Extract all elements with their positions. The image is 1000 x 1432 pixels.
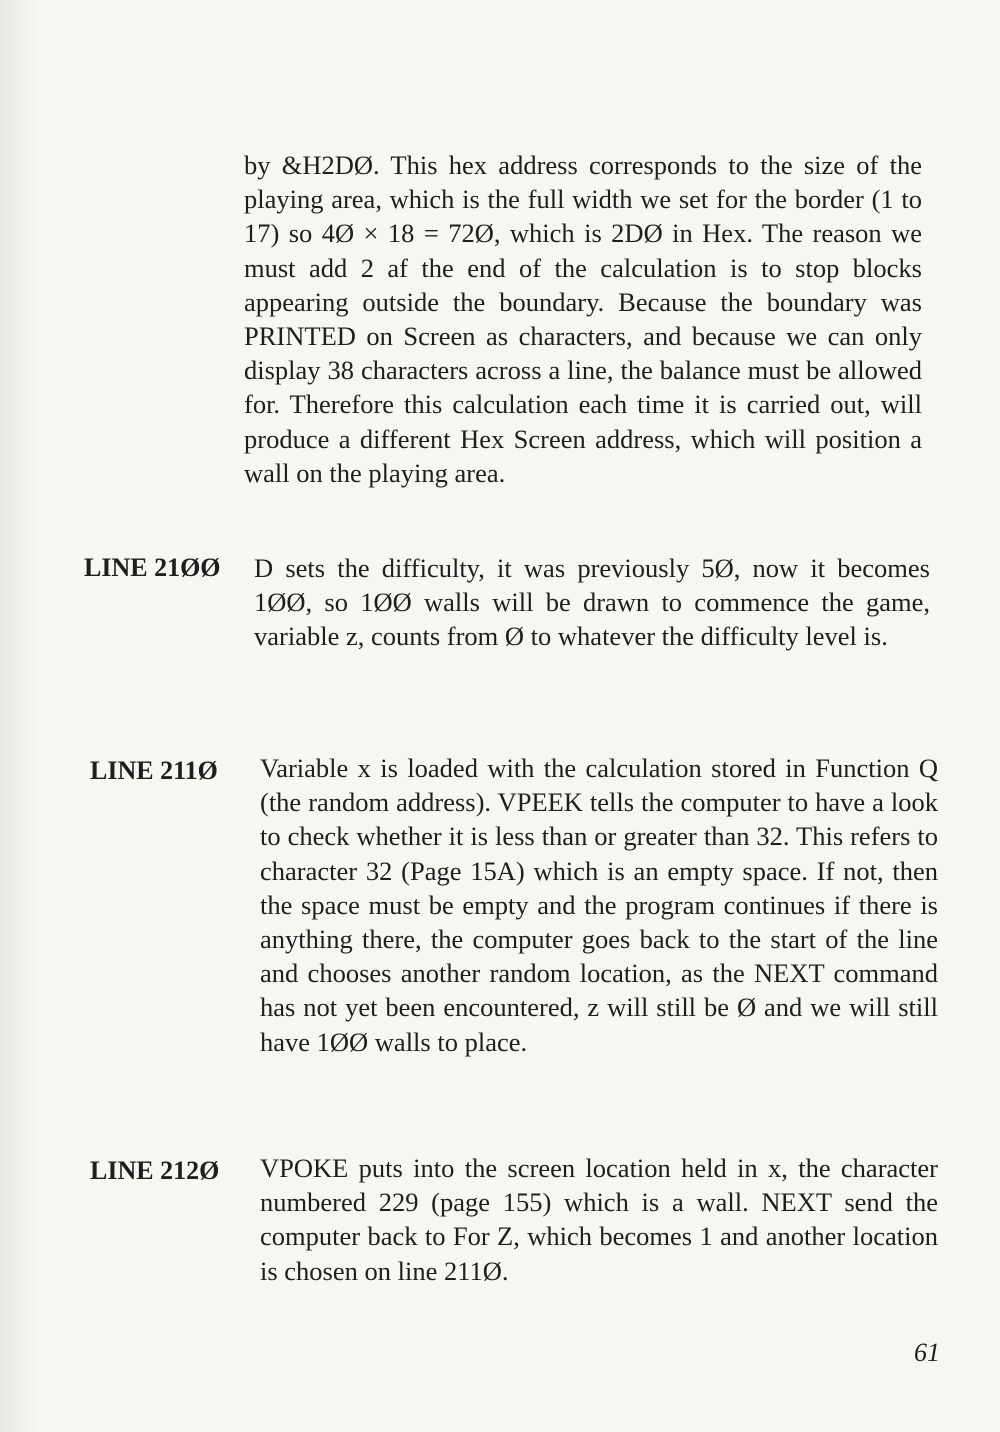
page-edge-shadow <box>0 0 38 1432</box>
line-2120-label: LINE 212Ø <box>90 1156 220 1185</box>
line-2100-label: LINE 21ØØ <box>84 553 221 582</box>
line-2100-description: D sets the difficulty, it was previously 5Ø, now it becomes 1ØØ, so 1ØØ walls will be drawn to commence the game, variable z, counts from Ø to whatever the difficulty level is. <box>254 553 930 652</box>
intro-paragraph: by &H2DØ. This hex address corresponds to the size of the playing area, which is the full width we set for the border (1 to 17) so 4Ø × 18 = 72Ø, which is 2DØ in Hex. The reason we must add 2 af the end of the calculation is to stop blocks appearing outside the boundary. Because the boundary was PRINTED on Screen as characters, and because we can only display 38 characters across a line, the balance must be allowed for. Therefore this calculation each time it is carried out, will produce a different Hex Screen address, which will position a wall on the playing area. <box>244 150 922 488</box>
line-2120-description: VPOKE puts into the screen location held in x, the character numbered 229 (page 155) which is a wall. NEXT send the computer back to For Z, which becomes 1 and another location is chosen on line 211Ø. <box>260 1153 938 1286</box>
line-2110-label: LINE 211Ø <box>90 756 218 785</box>
page-number: 61 <box>914 1338 940 1367</box>
line-2110-description: Variable x is loaded with the calculation stored in Function Q (the random address). VPEEK tells the computer to have a look to check whether it is less than or greater than 32. This refers to character 32 (Page 15A) which is an empty space. If not, then the space must be empty and the program continues if there is anything there, the computer goes back to the start of the line and chooses another random location, as the NEXT command has not yet been encountered, z will still be Ø and we will still have 1ØØ walls to place. <box>260 753 938 1057</box>
